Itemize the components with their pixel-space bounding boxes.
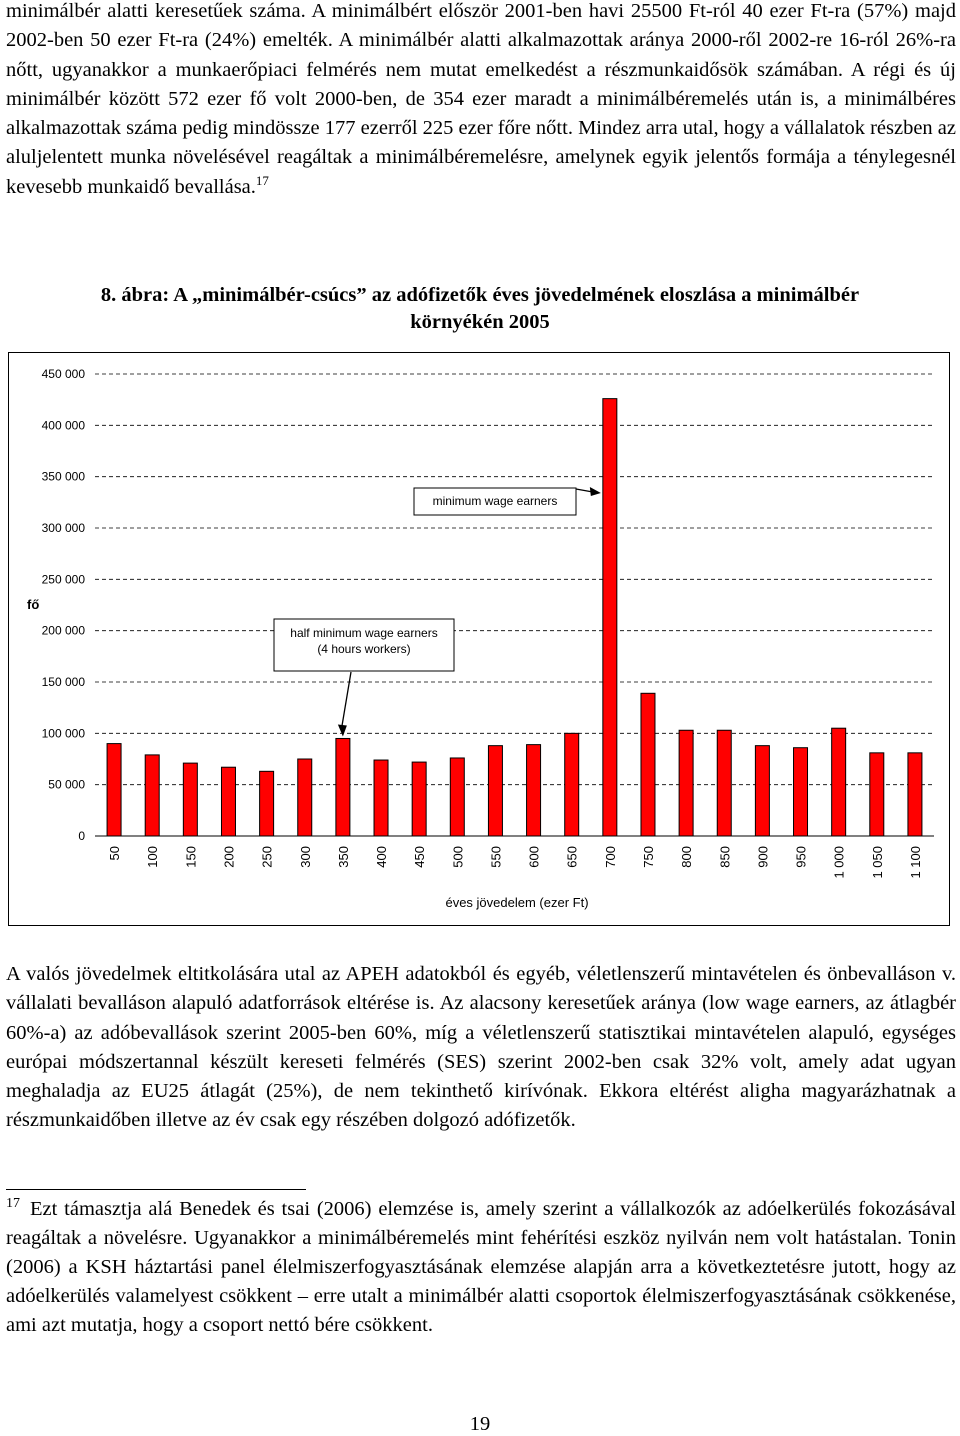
bar-800[interactable] xyxy=(679,730,693,836)
arrowhead-icon xyxy=(590,487,601,496)
annotation-text-half-minimum-wage: half minimum wage earners xyxy=(290,626,438,640)
page-number: 19 xyxy=(469,1413,491,1435)
x-tick-label: 450 xyxy=(412,846,428,868)
x-tick-label: 650 xyxy=(564,846,580,868)
y-tick-label: 150 000 xyxy=(41,675,85,689)
bar-650[interactable] xyxy=(565,733,579,836)
chart-frame xyxy=(8,352,950,926)
bar-50[interactable] xyxy=(107,744,121,836)
chart-gridlines xyxy=(95,374,934,785)
chart-bars xyxy=(107,399,922,836)
bar-1100[interactable] xyxy=(908,753,922,836)
y-tick-label: 250 000 xyxy=(41,572,85,587)
bar-1000[interactable] xyxy=(832,728,846,836)
bar-900[interactable] xyxy=(755,746,769,836)
y-tick-label: 100 000 xyxy=(41,726,85,741)
bar-550[interactable] xyxy=(488,746,502,836)
x-tick-label: 850 xyxy=(717,846,733,868)
y-tick-label: 400 000 xyxy=(41,418,85,433)
arrowhead-icon xyxy=(338,724,347,736)
chart-annotations xyxy=(274,487,601,736)
bar-400[interactable] xyxy=(374,760,388,836)
bar-1050[interactable] xyxy=(870,753,884,836)
x-axis-label: éves jövedelem (ezer Ft) xyxy=(445,895,589,910)
x-tick-label: 1 000 xyxy=(831,846,847,879)
bar-300[interactable] xyxy=(298,759,312,836)
bar-200[interactable] xyxy=(221,767,235,836)
body-paragraph-top-text: minimálbér alatti keresetűek száma. A minimálbért először 2001-ben havi 25500 Ft-ról 40 ezer Ft-ra (57%) majd 2002-ben 50 ezer Ft-ra (24%) emelték. A minimálbér alatti alkalmazottak aránya 2000-ről 2002-re 16-ról 26%-ra nőtt, ugyanakkor a munkaerőpiaci felmérés nem mutat emelkedést a részmunkaidősök számában. A régi és új minimálbér között 572 ezer fő volt 2000-ben, de 354 ezer maradt a minimálbéremelés után is, a minimálbéres alkalmazottak száma pedig mindössze 177 ezerről 225 ezer főre nőtt. Mindez arra utal, hogy a vállalatok részben az aluljelentett munka növelésével reagáltak a minimálbéremelésre, amelynek egyik jelentős formája a ténylegesnél kevesebb munkaidő bevallása. xyxy=(6,0,957,198)
x-tick-label: 200 xyxy=(221,846,237,868)
bar-850[interactable] xyxy=(717,730,731,836)
bar-chart xyxy=(9,353,949,925)
bar-500[interactable] xyxy=(450,758,464,836)
x-tick-label: 750 xyxy=(640,846,656,868)
x-tick-label: 250 xyxy=(259,846,275,868)
x-tick-label: 150 xyxy=(183,846,199,868)
x-tick-label: 500 xyxy=(450,846,466,868)
body-paragraph-bottom: A valós jövedelmek eltitkolására utal az APEH adatokból és egyéb, véletlenszerű mintavételen és önbevalláson v. vállalati bevalláson alapuló adatforrások eltérése is. Az alacsony keresetűek aránya (low wage earners, az átlagbér 60%-a) az adóbevallások szerint 2005-ben 60%, míg a véletlenszerű statisztikai mintavételen alapuló, egységes európai módszertannal készült kereseti felmérés (SES) szerint 2002-ben csak 32% volt, amely adat ugyan meghaladja az EU25 átlagát (25%), de nem tekinthető kirívónak. Ekkora eltérést aligha magyarázhatnak a részmunkaidőben illetve az év csak egy részében dolgozó adófizetők. xyxy=(6,963,956,1132)
y-tick-label: 300 000 xyxy=(41,521,85,535)
annotation-text-minimum-wage: minimum wage earners xyxy=(432,494,558,508)
x-tick-label: 700 xyxy=(602,846,618,868)
footnote xyxy=(6,1195,956,1340)
x-tick-label: 1 100 xyxy=(907,846,923,879)
bar-600[interactable] xyxy=(527,745,541,836)
y-tick-label: 200 000 xyxy=(41,623,85,638)
y-tick-label: 50 000 xyxy=(48,777,85,792)
y-tick-label: 350 000 xyxy=(41,469,85,484)
y-tick-label: 450 000 xyxy=(41,367,85,381)
body-paragraph-top xyxy=(6,0,956,202)
annotation-text-4-hours-workers: (4 hours workers) xyxy=(317,642,411,656)
figure-title-line1: 8. ábra: A „minimálbér-csúcs” az adófizetők éves jövedelmének eloszlása a minimálbér xyxy=(100,284,860,306)
chart-x-ticks xyxy=(107,846,923,879)
chart-y-ticks xyxy=(42,367,86,843)
x-tick-label: 800 xyxy=(679,846,695,868)
bar-150[interactable] xyxy=(183,763,197,836)
bar-950[interactable] xyxy=(794,748,808,836)
bar-700[interactable] xyxy=(603,399,617,836)
footnote-number: 17 xyxy=(6,1196,20,1211)
x-tick-label: 900 xyxy=(755,846,771,868)
bar-250[interactable] xyxy=(260,771,274,836)
bar-100[interactable] xyxy=(145,755,159,836)
annotation-arrow-half-minimum-wage xyxy=(342,672,351,726)
x-tick-label: 1 050 xyxy=(869,846,885,879)
y-axis-label: fő xyxy=(27,597,40,612)
footnote-text: Ezt támasztja alá Benedek és tsai (2006) elemzése is, amely szerint a vállalkozók az adóelkerülés fokozásával reagáltak a növelésre. Ugyanakkor a minimálbéremelés mint fehérítési eszköz nyilván nem volt hatástalan. Tonin (2006) a KSH háztartási panel élelmiszerfogyasztásának elemzése alapján arra a következtetésre jutott, hogy az adóelkerülés valamelyest csökkent – erre utalt a minimálbér alatti csoportok élelmiszerfogyasztásának csökkenése, ami azt mutatja, hogy a csoport nettó bére csökkent. xyxy=(6,1198,956,1336)
x-tick-label: 50 xyxy=(107,846,123,861)
footnote-ref[interactable]: 17 xyxy=(255,172,269,188)
footnote-separator xyxy=(6,1189,306,1190)
x-tick-label: 400 xyxy=(374,846,390,868)
x-tick-label: 350 xyxy=(335,846,351,868)
y-tick-label: 0 xyxy=(78,829,85,843)
bar-750[interactable] xyxy=(641,693,655,836)
x-tick-label: 550 xyxy=(488,846,504,868)
x-tick-label: 100 xyxy=(145,846,161,868)
x-tick-label: 600 xyxy=(526,846,542,868)
figure-title-line2: környékén 2005 xyxy=(410,311,550,333)
x-tick-label: 300 xyxy=(297,846,313,868)
x-tick-label: 950 xyxy=(793,846,809,868)
bar-350[interactable] xyxy=(336,738,350,836)
bar-450[interactable] xyxy=(412,762,426,836)
